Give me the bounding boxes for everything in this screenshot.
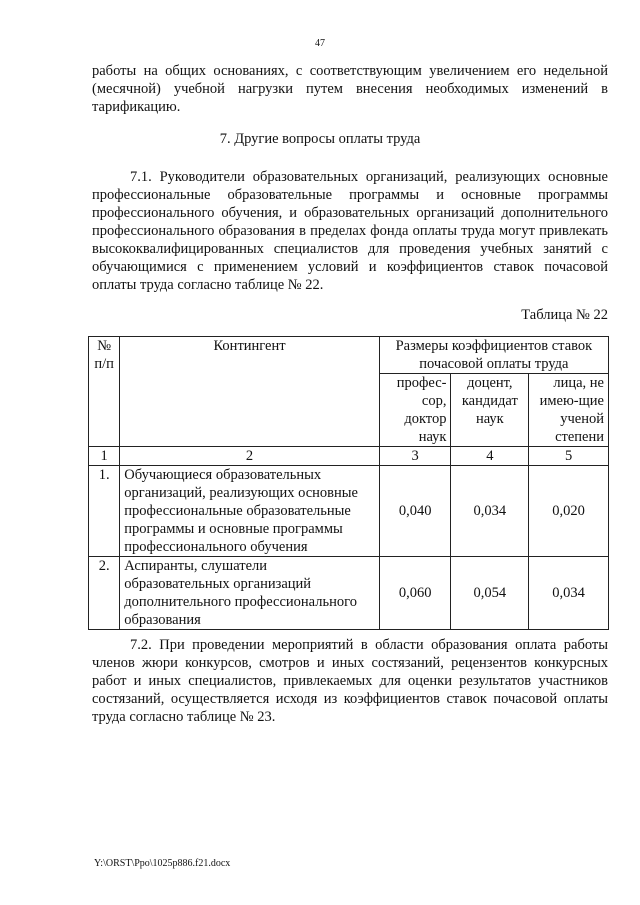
header-contingent: Контингент (120, 337, 379, 447)
row-number: 1. (89, 466, 120, 557)
paragraph-continuation: работы на общих основаниях, с соответствующим увеличением его недельной (месячной) учебной нагрузки путем внесения необходимых изменений в тарификацию. (92, 63, 608, 115)
paragraph-7-2: 7.2. При проведении мероприятий в области образования оплата работы членов жюри конкурсов, смотров и иных состязаний, рецензентов конкурсных работ и иных специалистов, привлекаемых для оценки результатов участников состязаний, осуществляется исходя из коэффициентов ставок почасовой оплаты труда согласно таблице № 23. (92, 637, 608, 725)
row-value-professor: 0,040 (379, 466, 451, 557)
row-value-no-degree: 0,020 (529, 466, 609, 557)
table-row (89, 557, 609, 630)
table-row (89, 466, 609, 557)
section-heading: 7. Другие вопросы оплаты труда (219, 131, 421, 147)
row-value-docent: 0,034 (451, 466, 529, 557)
paragraph-7-1: 7.1. Руководители образовательных организаций, реализующих основные профессиональные образовательные программы и основные программы профессионального обучения, и образовательных организаций дополнительного профессионального образования в пределах фонда оплаты труда могут привлекать высококвалифицированных специалистов для проведения учебных занятий с обучающимися с применением условий и коэффициентов ставок почасовой оплаты труда согласно таблице № 22. (92, 169, 608, 293)
row-number: 2. (89, 557, 120, 630)
row-value-professor: 0,060 (379, 557, 451, 630)
header-coefficients: Размеры коэффициентов ставок почасовой оплаты труда (379, 337, 608, 374)
coefficients-table (88, 336, 609, 630)
column-number: 3 (379, 447, 451, 466)
subheader-professor: профес-сор, доктор наук (379, 374, 451, 447)
column-number: 4 (451, 447, 529, 466)
page-number: 47 (315, 38, 325, 49)
row-value-no-degree: 0,034 (529, 557, 609, 630)
subheader-no-degree: лица, не имею-щие ученой степени (529, 374, 609, 447)
table-caption: Таблица № 22 (521, 307, 608, 323)
column-number: 5 (529, 447, 609, 466)
subheader-docent: доцент, кандидат наук (451, 374, 529, 447)
row-contingent: Обучающиеся образовательных организаций, реализующих основные профессиональные образовательные программы и основные программы профессионального обучения (120, 466, 379, 557)
header-num: № п/п (89, 337, 120, 447)
row-contingent: Аспиранты, слушатели образовательных организаций дополнительного профессионального образования (120, 557, 379, 630)
table-header-row (89, 337, 609, 374)
column-number: 1 (89, 447, 120, 466)
column-number-row (89, 447, 609, 466)
column-number: 2 (120, 447, 379, 466)
row-value-docent: 0,054 (451, 557, 529, 630)
footer-file-path: Y:\ORST\Ppo\1025p886.f21.docx (94, 858, 231, 869)
